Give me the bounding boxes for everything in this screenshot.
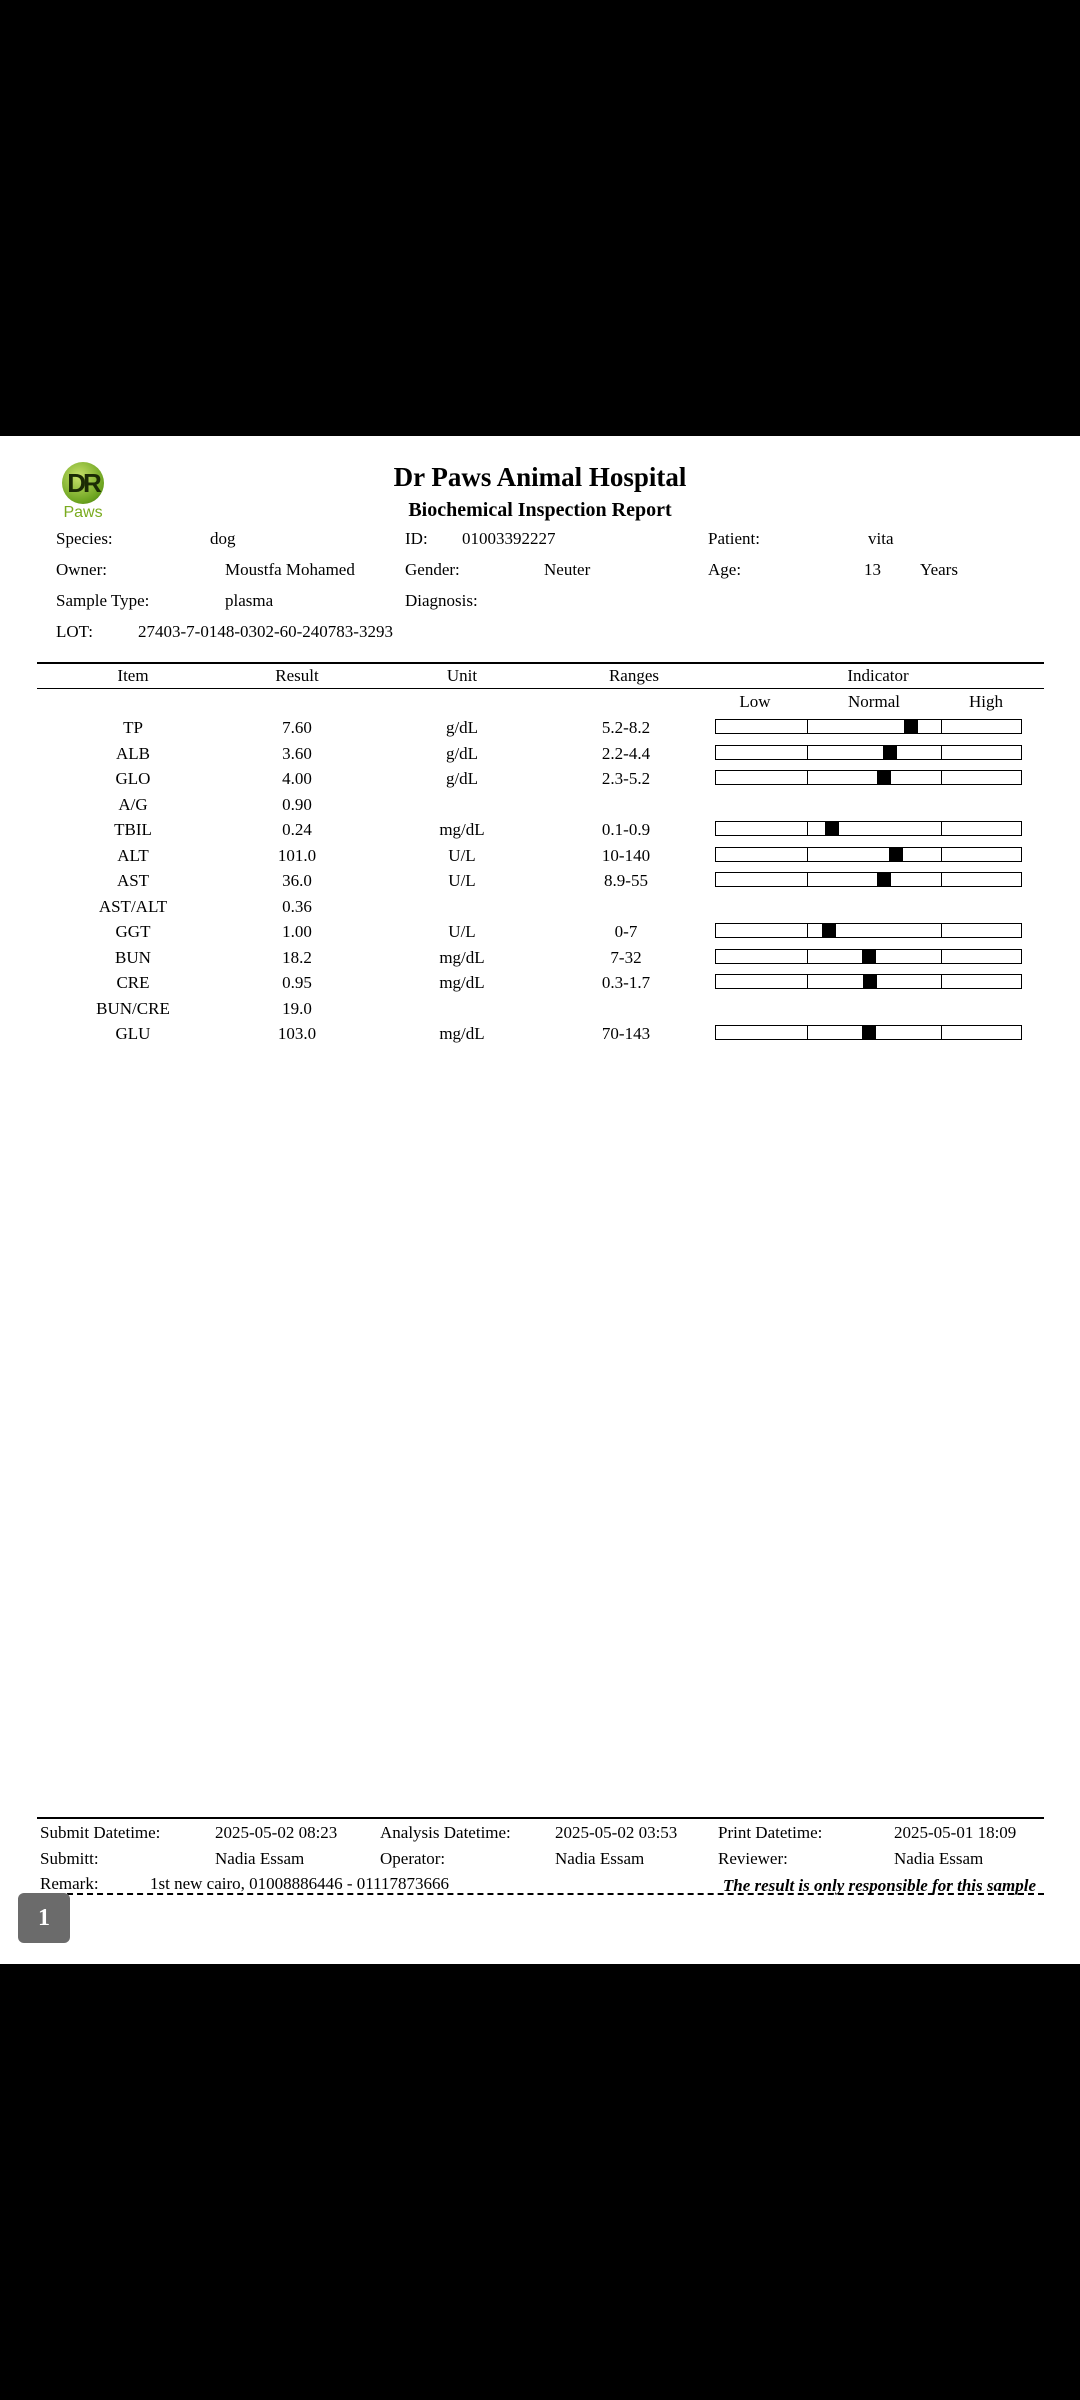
- table-top-rule: [37, 662, 1044, 664]
- indicator-divider-high: [941, 746, 942, 759]
- table-row: [0, 845, 1080, 867]
- item-cell: ALB: [116, 743, 150, 763]
- indicator-marker: [883, 746, 897, 759]
- item-cell: ALT: [117, 845, 149, 865]
- unit-cell: mg/dL: [439, 820, 485, 839]
- table-row: [0, 768, 1080, 790]
- age-label: Age:: [708, 560, 742, 579]
- report-page: [0, 436, 1080, 1964]
- reviewer-label: Reviewer:: [718, 1849, 788, 1868]
- footer-rule: [37, 1817, 1044, 1819]
- table-row: [0, 717, 1080, 739]
- unit-cell: U/L: [448, 922, 476, 941]
- logo-letters: DR: [67, 468, 99, 498]
- species-label: Species:: [56, 529, 113, 548]
- hospital-title: Dr Paws Animal Hospital: [393, 462, 687, 492]
- item-cell: BUN: [115, 947, 151, 967]
- header-result: Result: [275, 666, 319, 685]
- print-datetime-label: Print Datetime:: [718, 1823, 823, 1842]
- indicator-divider-high: [941, 924, 942, 937]
- species-value: dog: [210, 529, 236, 548]
- indicator-divider-high: [941, 873, 942, 886]
- item-cell: GGT: [115, 922, 151, 941]
- header-ranges: Ranges: [608, 666, 660, 685]
- table-row: [0, 947, 1080, 969]
- indicator-bar: [715, 949, 1022, 964]
- indicator-marker: [862, 950, 876, 963]
- indicator-bar: [715, 821, 1022, 836]
- table-row: [0, 819, 1080, 841]
- indicator-marker: [877, 873, 891, 886]
- lot-value: 27403-7-0148-0302-60-240783-3293: [138, 622, 393, 641]
- indicator-bar: [715, 770, 1022, 785]
- table-row: [0, 870, 1080, 892]
- id-label: ID:: [405, 529, 428, 548]
- item-cell: A/G: [118, 794, 148, 814]
- item-cell: AST/ALT: [98, 896, 168, 916]
- unit-cell: U/L: [448, 845, 476, 865]
- unit-cell: U/L: [448, 871, 476, 890]
- diagnosis-label: Diagnosis:: [405, 591, 478, 610]
- remark-value: 1st new cairo, 01008886446 - 01117873666: [150, 1874, 450, 1893]
- range-cell: 2.2-4.4: [601, 743, 651, 763]
- sample-type-value: plasma: [225, 591, 274, 610]
- table-row: [0, 743, 1080, 765]
- indicator-low-label: Low: [739, 692, 771, 711]
- item-cell: TP: [123, 718, 143, 737]
- range-cell: 10-140: [601, 845, 651, 865]
- result-cell: 7.60: [282, 718, 312, 737]
- patient-value: vita: [868, 529, 894, 548]
- operator-value: Nadia Essam: [555, 1849, 645, 1868]
- report-subtitle: Biochemical Inspection Report: [408, 499, 672, 521]
- indicator-marker: [863, 975, 877, 988]
- result-cell: 3.60: [282, 743, 312, 763]
- range-cell: 8.9-55: [604, 871, 648, 890]
- unit-cell: g/dL: [445, 743, 479, 763]
- result-cell: 101.0: [277, 845, 317, 865]
- submit-datetime-label: Submit Datetime:: [40, 1823, 161, 1842]
- indicator-bar: [715, 847, 1022, 862]
- item-cell: GLO: [115, 769, 151, 788]
- range-cell: 0.1-0.9: [601, 820, 651, 839]
- gender-value: Neuter: [544, 560, 591, 579]
- indicator-divider-high: [941, 1026, 942, 1039]
- range-cell: 70-143: [601, 1024, 651, 1043]
- table-row: [0, 1023, 1080, 1045]
- indicator-high-label: High: [969, 692, 1003, 711]
- header-indicator: Indicator: [847, 666, 909, 685]
- result-cell: 0.90: [282, 794, 312, 814]
- result-cell: 103.0: [277, 1024, 317, 1043]
- indicator-bar: [715, 923, 1022, 938]
- range-cell: 7-32: [610, 947, 642, 967]
- operator-label: Operator:: [380, 1849, 446, 1868]
- item-cell: BUN/CRE: [96, 998, 170, 1018]
- submit-datetime-value: 2025-05-02 08:23: [215, 1823, 338, 1842]
- owner-label: Owner:: [56, 560, 107, 579]
- unit-cell: mg/dL: [439, 1024, 485, 1043]
- indicator-divider-high: [941, 822, 942, 835]
- indicator-divider-high: [941, 720, 942, 733]
- indicator-normal-label: Normal: [848, 692, 900, 711]
- indicator-divider-low: [807, 771, 808, 784]
- owner-value: Moustfa Mohamed: [225, 560, 355, 579]
- remark-label: Remark:: [40, 1874, 99, 1893]
- indicator-divider-high: [941, 950, 942, 963]
- indicator-bar: [715, 1025, 1022, 1040]
- table-row: [0, 794, 1080, 816]
- indicator-divider-low: [807, 822, 808, 835]
- age-unit: Years: [920, 560, 958, 579]
- indicator-divider-low: [807, 950, 808, 963]
- indicator-divider-high: [941, 975, 942, 988]
- range-cell: 5.2-8.2: [601, 718, 651, 737]
- result-cell: 0.95: [282, 973, 312, 992]
- range-cell: 0.3-1.7: [601, 973, 651, 992]
- id-value: 01003392227: [462, 529, 556, 548]
- age-value: 13: [864, 560, 881, 579]
- gender-label: Gender:: [405, 560, 460, 579]
- analysis-datetime-label: Analysis Datetime:: [380, 1823, 511, 1842]
- indicator-divider-low: [807, 975, 808, 988]
- submitter-label: Submitt:: [40, 1849, 99, 1868]
- item-cell: TBIL: [114, 820, 152, 839]
- indicator-bar: [715, 719, 1022, 734]
- indicator-marker: [904, 720, 918, 733]
- indicator-divider-low: [807, 873, 808, 886]
- indicator-marker: [825, 822, 839, 835]
- result-cell: 19.0: [282, 998, 312, 1018]
- table-header-rule: [37, 688, 1044, 689]
- result-cell: 0.36: [282, 896, 312, 916]
- unit-cell: g/dL: [445, 718, 479, 737]
- dashed-separator: [37, 1893, 1044, 1895]
- submitter-value: Nadia Essam: [215, 1849, 305, 1868]
- indicator-bar: [715, 974, 1022, 989]
- indicator-divider-low: [807, 1026, 808, 1039]
- indicator-bar: [715, 745, 1022, 760]
- header-item: Item: [117, 666, 149, 685]
- indicator-divider-low: [807, 746, 808, 759]
- patient-label: Patient:: [708, 529, 760, 548]
- indicator-divider-low: [807, 848, 808, 861]
- indicator-marker: [877, 771, 891, 784]
- item-cell: GLU: [115, 1024, 151, 1043]
- unit-cell: g/dL: [445, 769, 479, 788]
- result-cell: 0.24: [282, 820, 312, 839]
- result-cell: 36.0: [282, 871, 312, 890]
- item-cell: AST: [116, 871, 150, 890]
- unit-cell: mg/dL: [439, 947, 485, 967]
- reviewer-value: Nadia Essam: [894, 1849, 984, 1868]
- indicator-divider-low: [807, 924, 808, 937]
- result-cell: 18.2: [282, 947, 312, 967]
- print-datetime-value: 2025-05-01 18:09: [894, 1823, 1017, 1842]
- table-row: [0, 972, 1080, 994]
- unit-cell: mg/dL: [439, 973, 485, 992]
- range-cell: 2.3-5.2: [601, 769, 651, 788]
- logo-word: Paws: [63, 504, 103, 521]
- result-cell: 4.00: [282, 769, 312, 788]
- result-cell: 1.00: [282, 922, 312, 941]
- indicator-marker: [822, 924, 836, 937]
- lot-label: LOT:: [56, 622, 93, 641]
- disclaimer-note: The result is only responsible for this sample: [722, 1876, 1036, 1895]
- header-unit: Unit: [446, 666, 478, 685]
- table-row: [0, 896, 1080, 918]
- analysis-datetime-value: 2025-05-02 03:53: [555, 1823, 678, 1842]
- indicator-marker: [862, 1026, 876, 1039]
- table-row: [0, 998, 1080, 1020]
- table-row: [0, 921, 1080, 943]
- item-cell: CRE: [116, 973, 150, 992]
- indicator-divider-low: [807, 720, 808, 733]
- indicator-divider-high: [941, 848, 942, 861]
- page-number-badge[interactable]: 1: [18, 1893, 70, 1943]
- sample-type-label: Sample Type:: [56, 591, 150, 610]
- indicator-bar: [715, 872, 1022, 887]
- range-cell: 0-7: [614, 922, 638, 941]
- indicator-divider-high: [941, 771, 942, 784]
- indicator-marker: [889, 848, 903, 861]
